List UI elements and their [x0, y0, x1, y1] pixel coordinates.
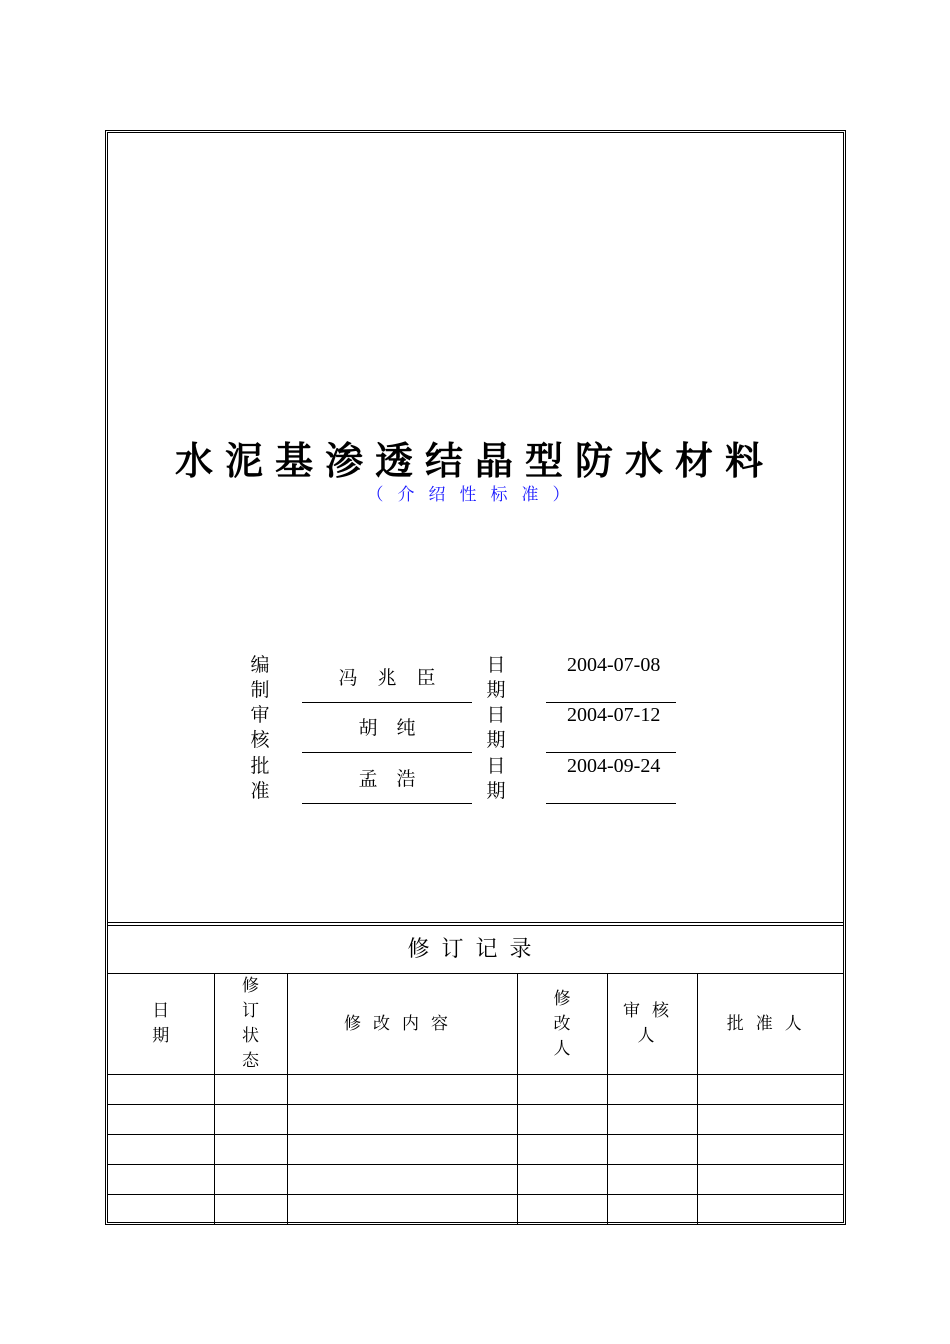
revision-table [108, 974, 843, 1225]
table-cell [214, 1195, 287, 1225]
table-cell [108, 1195, 214, 1225]
table-row [108, 1075, 843, 1105]
table-cell [517, 1165, 607, 1195]
table-cell [517, 1135, 607, 1165]
sig-name-compile: 冯 兆 臣 [302, 653, 472, 703]
table-row [108, 1135, 843, 1165]
table-cell [697, 1105, 843, 1135]
table-cell [697, 1165, 843, 1195]
table-cell [607, 1105, 697, 1135]
table-cell [697, 1075, 843, 1105]
table-cell [214, 1165, 287, 1195]
table-cell [697, 1135, 843, 1165]
table-cell [214, 1075, 287, 1105]
table-cell [287, 1105, 517, 1135]
document-subtitle: （介绍性标准） [366, 485, 584, 505]
header-modifier: 修改人 [517, 974, 607, 1075]
table-cell [697, 1195, 843, 1225]
table-cell [287, 1165, 517, 1195]
sig-date-label-review: 日期 [486, 704, 506, 751]
table-cell [607, 1075, 697, 1105]
header-date: 日期 [108, 974, 214, 1075]
sig-role-approve: 批准 [250, 755, 270, 802]
sig-role-compile: 编制 [250, 654, 270, 701]
sig-date-label-approve: 日期 [486, 755, 506, 802]
sig-date-review: 2004-07-12 [546, 703, 676, 753]
table-row [108, 1105, 843, 1135]
header-reviewer: 审核人 [607, 974, 697, 1075]
table-cell [108, 1075, 214, 1105]
table-cell [108, 1135, 214, 1165]
table-row [108, 1165, 843, 1195]
header-revision-status: 修订状态 [214, 974, 287, 1075]
table-row [108, 1195, 843, 1225]
table-cell [287, 1135, 517, 1165]
revision-header-row [108, 974, 843, 1075]
header-change-content: 修改内容 [287, 974, 517, 1075]
table-cell [517, 1105, 607, 1135]
table-cell [287, 1195, 517, 1225]
table-cell [214, 1135, 287, 1165]
table-cell [607, 1135, 697, 1165]
table-cell [108, 1165, 214, 1195]
sig-name-approve: 孟 浩 [302, 754, 472, 804]
table-cell [517, 1195, 607, 1225]
sig-name-review: 胡 纯 [302, 703, 472, 753]
table-cell [607, 1195, 697, 1225]
header-approver: 批准人 [697, 974, 843, 1075]
revision-title: 修订记录 [108, 926, 843, 974]
sig-date-compile: 2004-07-08 [546, 653, 676, 703]
table-cell [607, 1165, 697, 1195]
table-cell [214, 1105, 287, 1135]
sig-role-review: 审核 [250, 704, 270, 751]
sig-date-label-compile: 日期 [486, 654, 506, 701]
table-cell [108, 1105, 214, 1135]
sig-date-approve: 2004-09-24 [546, 754, 676, 804]
table-cell [517, 1075, 607, 1105]
document-title: 水泥基渗透结晶型防水材料 [174, 439, 775, 483]
table-cell [287, 1075, 517, 1105]
